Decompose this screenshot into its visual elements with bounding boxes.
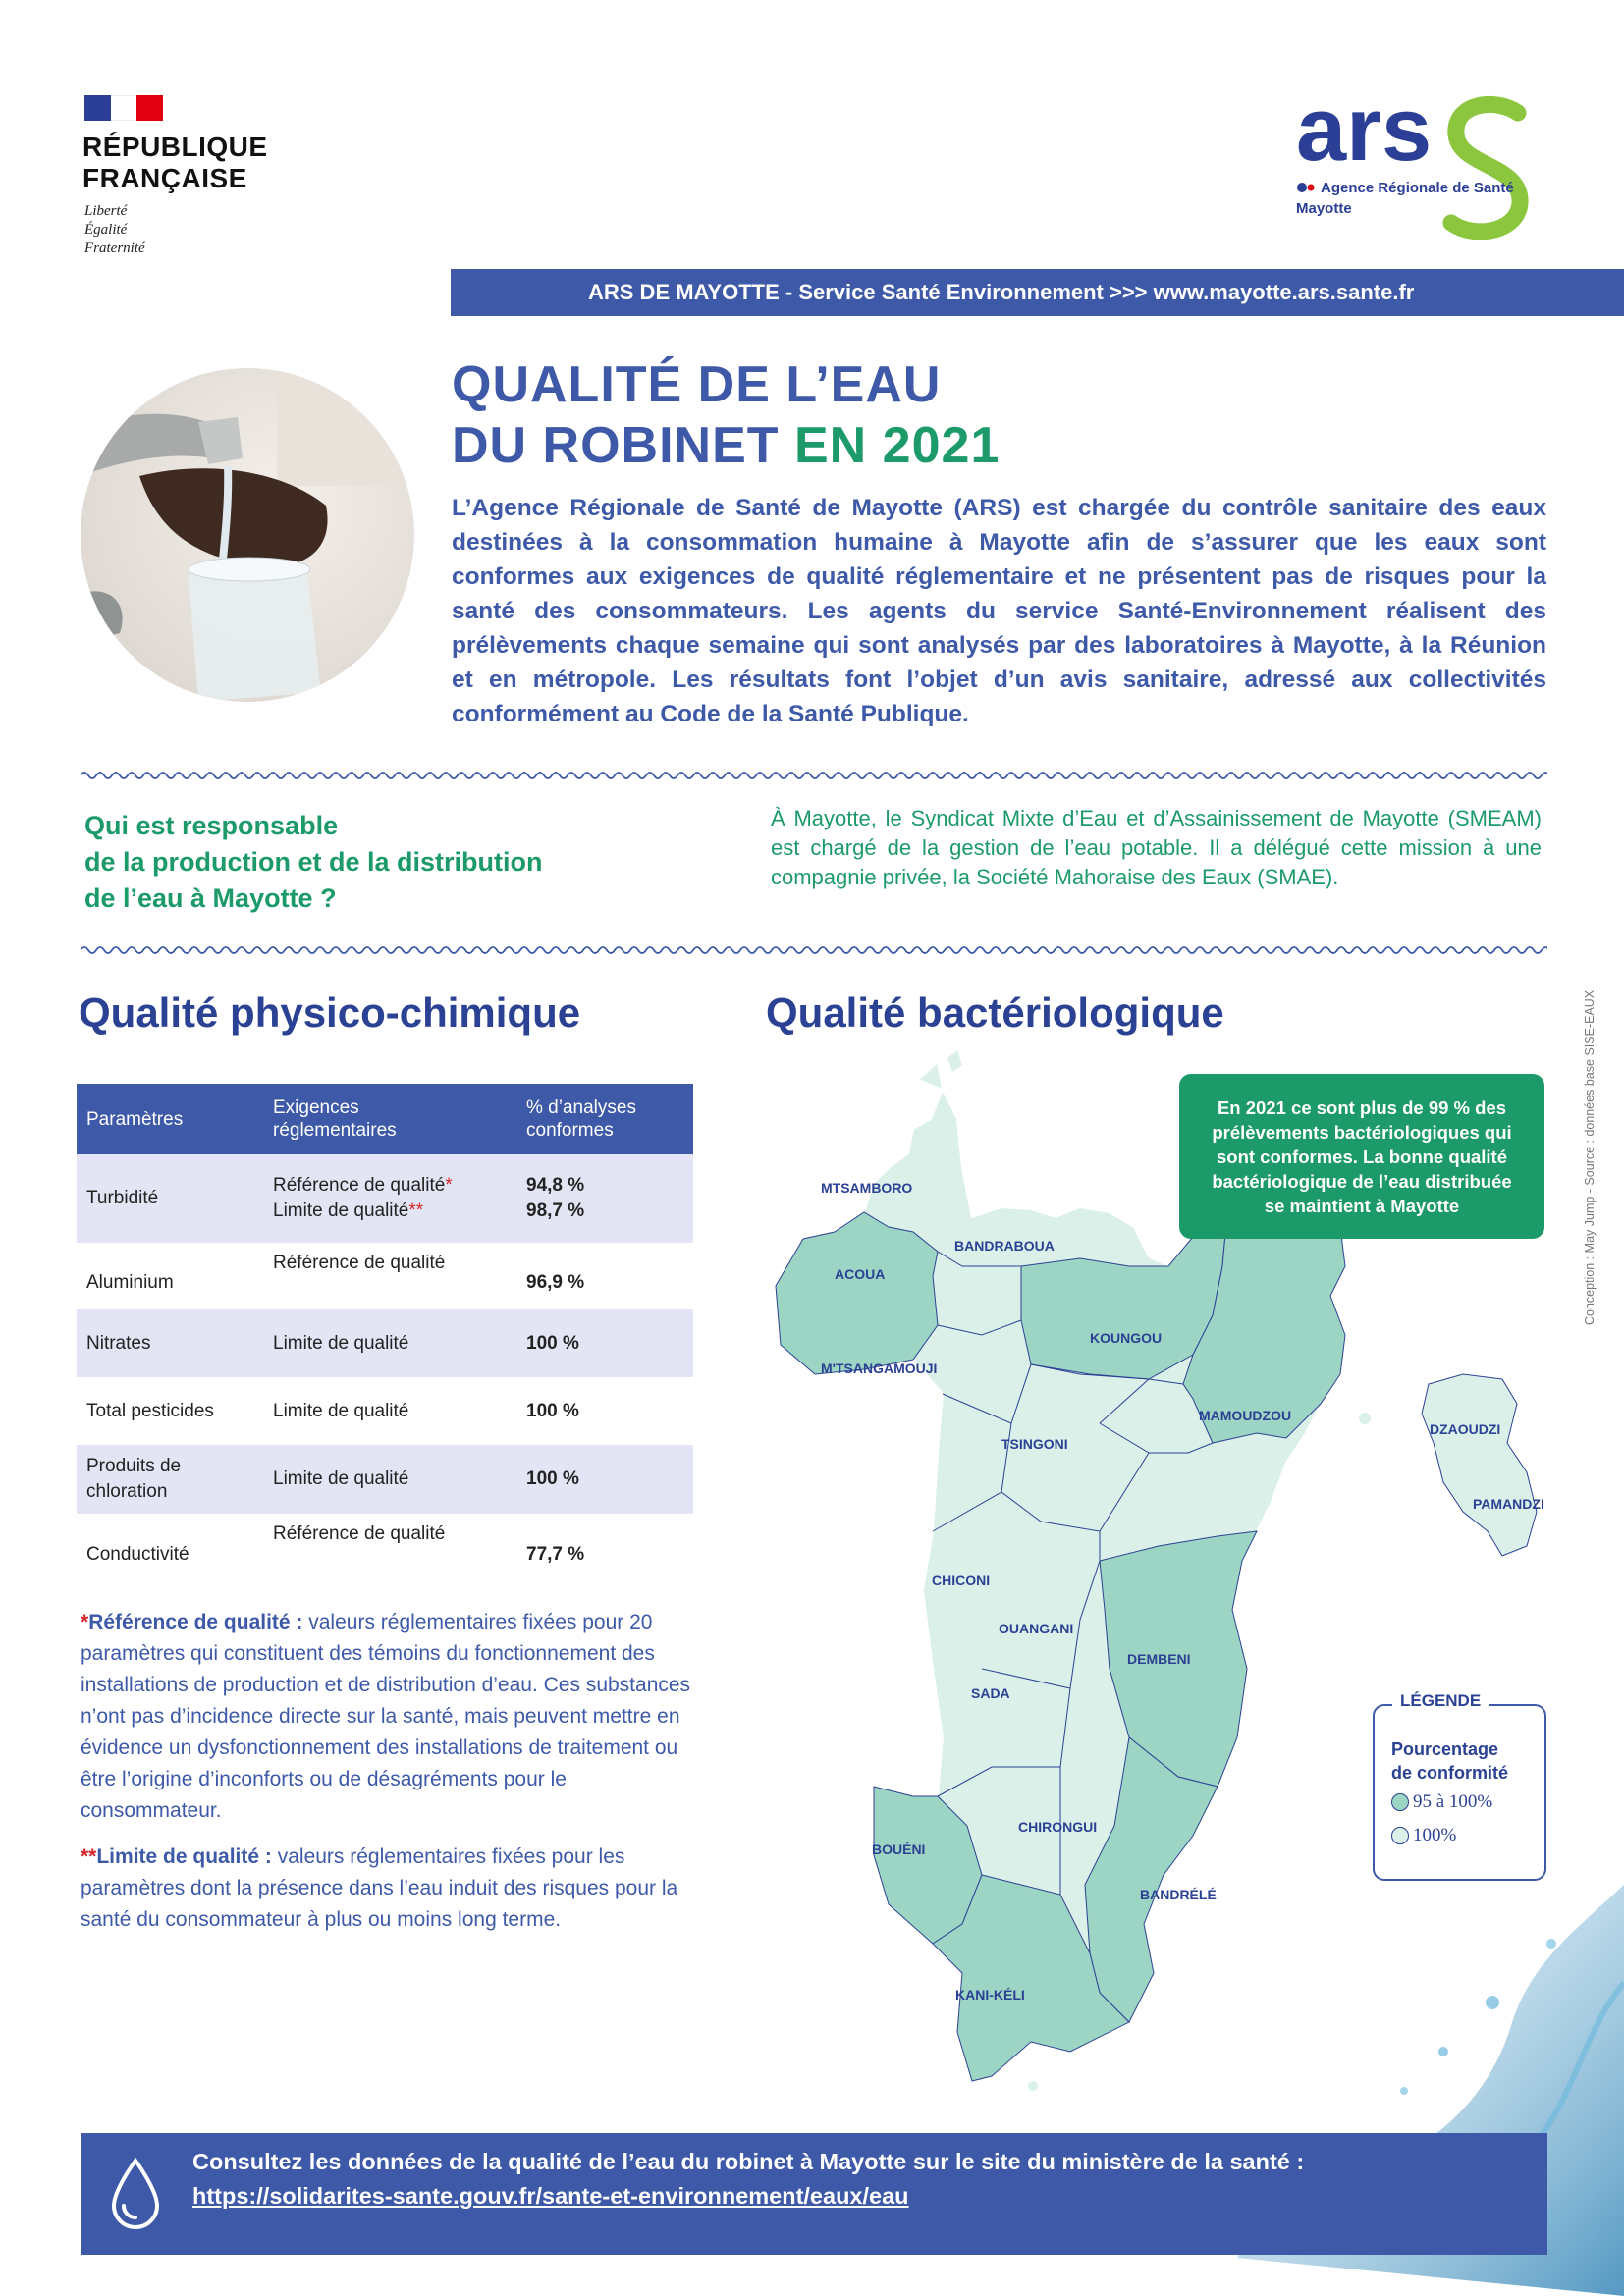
footer-text-line1: Consultez les données de la qualité de l’eau du robinet à Mayotte sur le site du ministère de la santé : (192, 2149, 1305, 2174)
col-analyses (516, 1084, 693, 1154)
table-row (77, 1445, 693, 1514)
note-limit-label: Limite de qualité : (96, 1845, 272, 1868)
legend-item-100-label: 100% (1413, 1825, 1457, 1845)
map-label-bandraboua: BANDRABOUA (954, 1238, 1055, 1254)
tap-water-photo (81, 368, 414, 702)
map-label-tsingoni: TSINGONI (1001, 1436, 1068, 1452)
footnotes (81, 1607, 699, 1950)
map-label-chirongui: CHIRONGUI (1018, 1819, 1098, 1835)
map-label-acoua: ACOUA (835, 1266, 886, 1282)
param-line2: chloration (86, 1481, 168, 1502)
legend-subtitle (1391, 1737, 1508, 1785)
map-islet-north (947, 1050, 962, 1072)
value-limit: 98,7 % (526, 1201, 585, 1221)
note-limit (81, 1842, 699, 1936)
value-cell: 77,7 % (526, 1544, 585, 1565)
legend-swatch-dark (1391, 1793, 1409, 1811)
footer-text (192, 2145, 1304, 2214)
legend-title: LÉGENDE (1392, 1691, 1489, 1711)
requirement-cell: Limite de qualité (263, 1445, 516, 1514)
republique-name-line1: RÉPUBLIQUE (82, 132, 268, 162)
col-exigences-line2: réglementaires (273, 1120, 397, 1141)
requirement-cell: Limite de qualité (263, 1309, 516, 1377)
requirement-cell: Référence de qualité (273, 1523, 446, 1544)
map-label-pamandzi: PAMANDZI (1473, 1496, 1544, 1512)
map-island-petite-terre (1422, 1374, 1537, 1556)
banner-text: ARS DE MAYOTTE - Service Santé Environnement >>> www.mayotte.ars.sante.fr (588, 280, 1415, 304)
wave-divider-top (81, 769, 1547, 782)
header-banner (451, 269, 1624, 316)
ars-agency-name: Agence Régionale de Santé (1321, 180, 1514, 196)
requirement-cell (263, 1154, 516, 1243)
wave-divider-bottom (81, 943, 1547, 957)
republique-francaise-logo (82, 132, 268, 194)
note-reference-label: Référence de qualité : (88, 1611, 303, 1633)
param-cell: Aluminium (86, 1272, 174, 1293)
republique-flag-icon (84, 95, 163, 121)
map-label-dembeni: DEMBENI (1127, 1651, 1191, 1667)
note-reference (81, 1607, 699, 1827)
table-row (77, 1243, 693, 1309)
responsible-question (84, 808, 543, 917)
table-row (77, 1377, 693, 1445)
note-limit-text: valeurs réglementaires fixées pour les paramètres dont la présence dans l’eau induit des risques pour la santé du consommateur à plus ou moins long terme. (81, 1845, 678, 1931)
requirement-cell: Limite de qualité (273, 1400, 409, 1421)
table-row (77, 1154, 693, 1243)
param-cell: Turbidité (77, 1154, 263, 1243)
motto-liberte: Liberté (84, 203, 128, 219)
title-line2-part1: DU ROBINET (452, 417, 794, 474)
table-row (77, 1514, 693, 1582)
responsible-answer: À Mayotte, le Syndicat Mixte d’Eau et d’Assainissement de Mayotte (SMEAM) est chargé de la gestion de l’eau potable. Il a délégué cette mission à une compagnie privée, la Société Mahoraise des Eaux (SMAE). (771, 806, 1542, 889)
physico-heading: Qualité physico-chimique (79, 989, 581, 1036)
requirement-reference: Référence de qualité (273, 1175, 446, 1196)
design-credit: Conception : May Jump - Source : données base SISE-EAUX (1583, 989, 1597, 1325)
map-label-boueni: BOUÉNI (872, 1842, 926, 1857)
map-label-dzaoudzi: DZAOUDZI (1430, 1421, 1501, 1437)
map-label-mamoudzou: MAMOUDZOU (1199, 1408, 1292, 1423)
legend-item-95-100 (1391, 1791, 1492, 1813)
physico-table (77, 1084, 693, 1582)
col-exigences-line1: Exigences (273, 1097, 359, 1118)
value-cell: 96,9 % (526, 1272, 585, 1293)
motto-fraternite: Fraternité (84, 240, 145, 256)
motto-egalite: Égalité (84, 222, 128, 238)
legend-subtitle-line2: de conformité (1391, 1763, 1509, 1783)
note-limit-mark: ** (81, 1845, 97, 1868)
republique-motto (84, 202, 145, 258)
page-title (452, 354, 1000, 476)
bacterio-heading: Qualité bactériologique (766, 989, 1224, 1036)
param-cell: Total pesticides (86, 1400, 214, 1421)
col-analyses-line1: % d’analyses (526, 1097, 636, 1118)
value-cell: 100 % (526, 1400, 579, 1421)
ars-region-name: Mayotte (1296, 200, 1352, 217)
requirement-limit: Limite de qualité (273, 1201, 409, 1221)
col-parametres: Paramètres (77, 1084, 263, 1154)
map-label-kanikeli: KANI-KÉLI (955, 1987, 1025, 2002)
bacterio-callout-text: En 2021 ce sont plus de 99 % des prélèvements bactériologiques qui sont conformes. La bonne qualité bactériologique de l’eau distribuée se maintient à Mayotte (1212, 1096, 1512, 1216)
map-label-ouangani: OUANGANI (999, 1621, 1074, 1636)
map-label-mtsangamouji: M'TSANGAMOUJI (821, 1361, 938, 1376)
value-cell: 100 % (516, 1309, 693, 1377)
ars-logo-text: ars (1296, 93, 1433, 180)
requirement-cell: Référence de qualité (273, 1253, 446, 1273)
limit-asterisk: ** (408, 1201, 424, 1221)
map-label-koungou: KOUNGOU (1090, 1330, 1163, 1346)
responsible-question-line2: de la production et de la distribution (84, 847, 543, 877)
col-analyses-line2: conformes (526, 1120, 614, 1141)
table-row (77, 1309, 693, 1377)
note-reference-mark: * (81, 1611, 89, 1633)
value-cell: 100 % (516, 1445, 693, 1514)
republique-name-line2: FRANÇAISE (82, 163, 247, 193)
intro-paragraph: L’Agence Régionale de Santé de Mayotte (ARS) est chargée du contrôle sanitaire des eaux destinées à la consommation humaine à Mayotte afin de s’assurer que les eaux sont conformes aux exigences de qualité réglementaire et ne présentent pas de risques pour la santé des consommateurs. Les agents du service Santé-Environnement réalisent des prélèvements chaque semaine qui sont analysés par des laboratoires à Mayotte, à la Réunion et en métropole. Les résultats font l’objet d’un avis sanitaire, adressé aux collectivités conformément au Code de la Santé Publique. (452, 495, 1546, 727)
param-cell: Nitrates (77, 1309, 263, 1377)
reference-asterisk: * (445, 1175, 453, 1196)
footer-link[interactable]: https://solidarites-sante.gouv.fr/sante-et-environnement/eaux/eau (192, 2183, 909, 2209)
table-header-row (77, 1084, 693, 1154)
param-line1: Produits de (86, 1456, 182, 1476)
value-reference: 94,8 % (526, 1175, 585, 1196)
responsible-question-line3: de l’eau à Mayotte ? (84, 883, 337, 913)
param-cell (77, 1445, 263, 1514)
map-label-chiconi: CHICONI (932, 1573, 991, 1588)
bacterio-callout (1179, 1074, 1544, 1239)
title-year: EN 2021 (794, 417, 1001, 474)
map-label-sada: SADA (971, 1685, 1010, 1701)
legend-item-95-100-label: 95 à 100% (1413, 1791, 1493, 1812)
map-label-bandrele: BANDRÉLÉ (1140, 1887, 1217, 1902)
param-cell: Conductivité (86, 1544, 189, 1565)
map-commune-acoua (776, 1212, 938, 1374)
note-reference-text: valeurs réglementaires fixées pour 20 paramètres qui constituent des témoins du fonctionnement des installations de production et de distribution d’eau. Ces substances n’ont pas d’incidence directe sur la santé, mais peuvent mettre en évidence un dysfonctionnement des installations de traitement ou être l’origine d’inconforts ou de désagréments pour le consommateur. (81, 1611, 691, 1822)
title-line2 (452, 415, 1000, 476)
water-drop-icon (108, 2157, 163, 2231)
responsible-question-line1: Qui est responsable (84, 811, 339, 840)
title-line1: QUALITÉ DE L’EAU (452, 356, 942, 413)
value-cell (516, 1154, 693, 1243)
legend-subtitle-line1: Pourcentage (1391, 1739, 1499, 1759)
legend-item-100 (1391, 1825, 1456, 1846)
legend-swatch-light (1391, 1827, 1409, 1844)
map-label-mtsamboro: MTSAMBORO (821, 1180, 913, 1196)
col-exigences (263, 1084, 516, 1154)
ars-logo (1294, 93, 1549, 250)
